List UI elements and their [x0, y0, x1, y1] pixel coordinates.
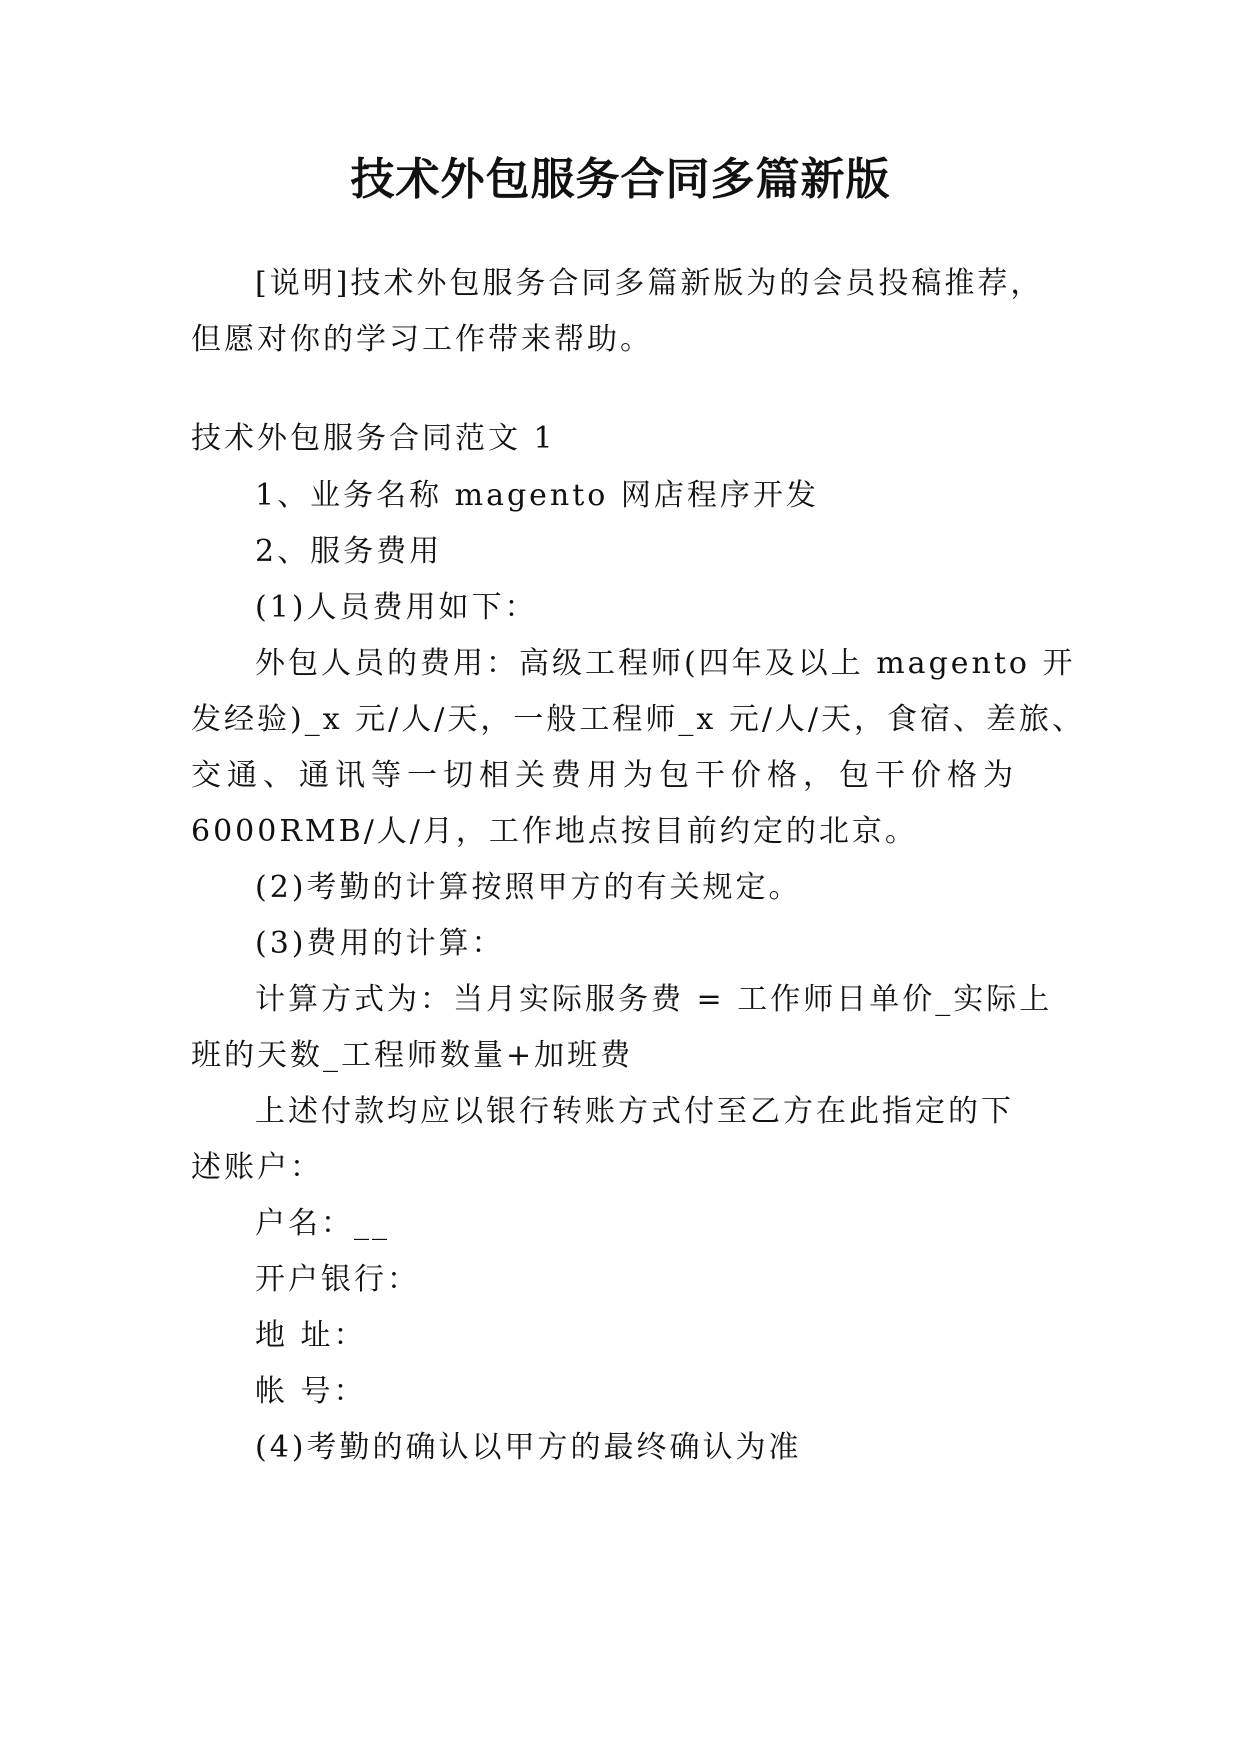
fee-para-line-4: 6000RMB/人/月，工作地点按目前约定的北京。 [191, 814, 918, 849]
fee-calc-heading: (3)费用的计算： [255, 926, 505, 961]
payment-para-line-1: 上述付款均应以银行转账方式付至乙方在此指定的下 [255, 1094, 1014, 1129]
fee-para-line-1: 外包人员的费用：高级工程师(四年及以上 magento 开 [255, 646, 1076, 681]
section-heading: 技术外包服务合同范文 1 [191, 421, 556, 456]
account-number-line: 帐 号： [255, 1374, 367, 1409]
attendance-rule: (2)考勤的计算按照甲方的有关规定。 [255, 870, 802, 905]
note-line-1: [说明]技术外包服务合同多篇新版为的会员投稿推荐， [255, 266, 1044, 301]
address-line: 地 址： [255, 1318, 367, 1353]
calc-para-line-1: 计算方式为：当月实际服务费 = 工作师日单价_实际上 [255, 982, 1053, 1017]
note-line-2: 但愿对你的学习工作带来帮助。 [191, 322, 653, 357]
attendance-confirm-rule: (4)考勤的确认以甲方的最终确认为准 [255, 1430, 802, 1465]
business-name-item: 1、业务名称 magento 网店程序开发 [255, 478, 819, 513]
calc-para-line-2: 班的天数_工程师数量+加班费 [191, 1038, 634, 1073]
account-name-line: 户名：__ [255, 1206, 390, 1241]
service-fee-item: 2、服务费用 [255, 534, 443, 569]
payment-para-line-2: 述账户： [191, 1150, 323, 1185]
document-title: 技术外包服务合同多篇新版 [350, 154, 891, 205]
fee-para-line-2: 发经验)_x 元/人/天，一般工程师_x 元/人/天，食宿、差旅、 [191, 702, 1086, 737]
fee-para-line-3: 交通、通讯等一切相关费用为包干价格，包干价格为 [191, 758, 1019, 793]
bank-line: 开户银行： [255, 1262, 420, 1297]
personnel-fee-intro: (1)人员费用如下： [255, 590, 538, 625]
